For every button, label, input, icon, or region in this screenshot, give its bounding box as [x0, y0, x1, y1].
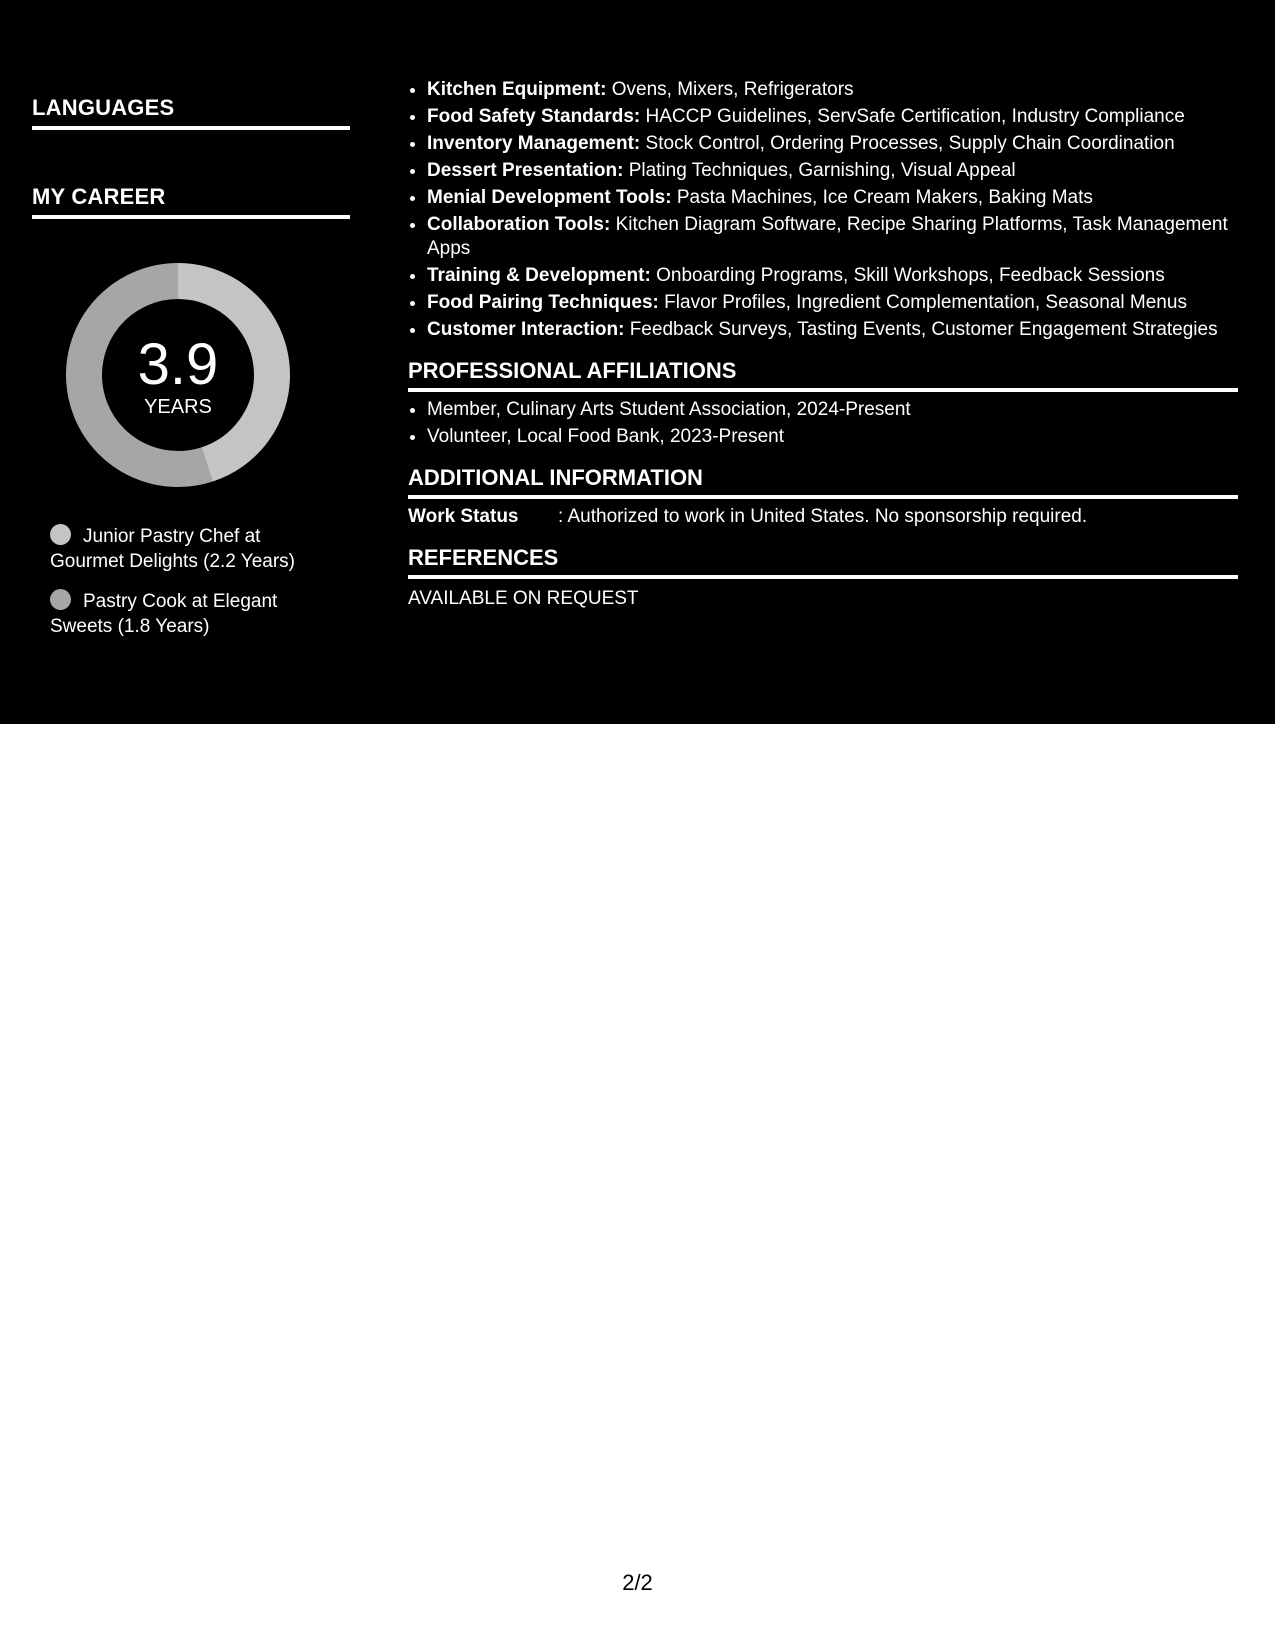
career-total-value: 3.9 [137, 332, 219, 397]
skill-title: Training & Development: [427, 265, 651, 286]
skill-text: Plating Techniques, Garnishing, Visual Appeal [628, 160, 1016, 181]
skill-item [427, 213, 1240, 261]
skill-text: Pasta Machines, Ice Cream Makers, Baking Mats [676, 187, 1093, 208]
work-status-value: : Authorized to work in United States. No sponsorship required. [558, 506, 1088, 527]
skill-text: Stock Control, Ordering Processes, Supply Chain Coordination [645, 133, 1175, 154]
affiliations-list [408, 398, 1240, 449]
skill-item [427, 318, 1240, 342]
skill-title: Dessert Presentation: [427, 160, 624, 181]
skill-item [427, 105, 1240, 129]
skill-item [427, 186, 1240, 210]
affiliations-heading: PROFESSIONAL AFFILIATIONS [408, 358, 1238, 392]
skill-text: Ovens, Mixers, Refrigerators [611, 79, 854, 100]
skill-title: Food Pairing Techniques: [427, 292, 659, 313]
skill-item [427, 78, 1240, 102]
affiliation-item: • Member, Culinary Arts Student Association, 2024-Present [427, 398, 1240, 422]
career-total-unit: YEARS [144, 396, 212, 418]
skill-title: Kitchen Equipment: [427, 79, 607, 100]
legend-dot-icon [50, 589, 71, 610]
skill-text: Onboarding Programs, Skill Workshops, Feedback Sessions [656, 265, 1165, 286]
languages-heading: LANGUAGES [32, 96, 350, 130]
skill-title: Customer Interaction: [427, 319, 625, 340]
career-legend-item [50, 589, 320, 639]
main-content [408, 78, 1240, 611]
skill-title: Collaboration Tools: [427, 214, 611, 235]
work-status-label: Work Status [408, 506, 519, 527]
career-legend-label: Pastry Cook at Elegant Sweets (1.8 Years) [50, 591, 278, 637]
work-status-row [408, 505, 1240, 529]
legend-dot-icon [50, 524, 71, 545]
career-legend [50, 524, 320, 654]
affiliation-item: • Volunteer, Local Food Bank, 2023-Present [427, 425, 1240, 449]
references-heading: REFERENCES [408, 545, 1238, 579]
career-heading: MY CAREER [32, 185, 350, 219]
skill-title: Food Safety Standards: [427, 106, 641, 127]
skill-item [427, 264, 1240, 288]
skill-title: Inventory Management: [427, 133, 641, 154]
skills-list [408, 78, 1240, 342]
career-legend-item [50, 524, 320, 574]
skill-item [427, 159, 1240, 183]
career-legend-label: Junior Pastry Chef at Gourmet Delights (2.2 Years) [50, 526, 296, 572]
skill-text: Feedback Surveys, Tasting Events, Customer Engagement Strategies [629, 319, 1218, 340]
references-text: AVAILABLE ON REQUEST [408, 588, 639, 609]
career-donut-chart [66, 263, 290, 487]
page-number: 2/2 [622, 1570, 653, 1595]
resume-page-band [0, 0, 1275, 724]
skill-text: Flavor Profiles, Ingredient Complementation, Seasonal Menus [664, 292, 1187, 313]
skill-title: Menial Development Tools: [427, 187, 672, 208]
additional-info-heading: ADDITIONAL INFORMATION [408, 465, 1238, 499]
skill-item [427, 132, 1240, 156]
skill-text: HACCP Guidelines, ServSafe Certification, Industry Compliance [645, 106, 1185, 127]
skill-item [427, 291, 1240, 315]
skill-text: Kitchen Diagram Software, Recipe Sharing Platforms, Task Management Apps [427, 214, 1228, 259]
